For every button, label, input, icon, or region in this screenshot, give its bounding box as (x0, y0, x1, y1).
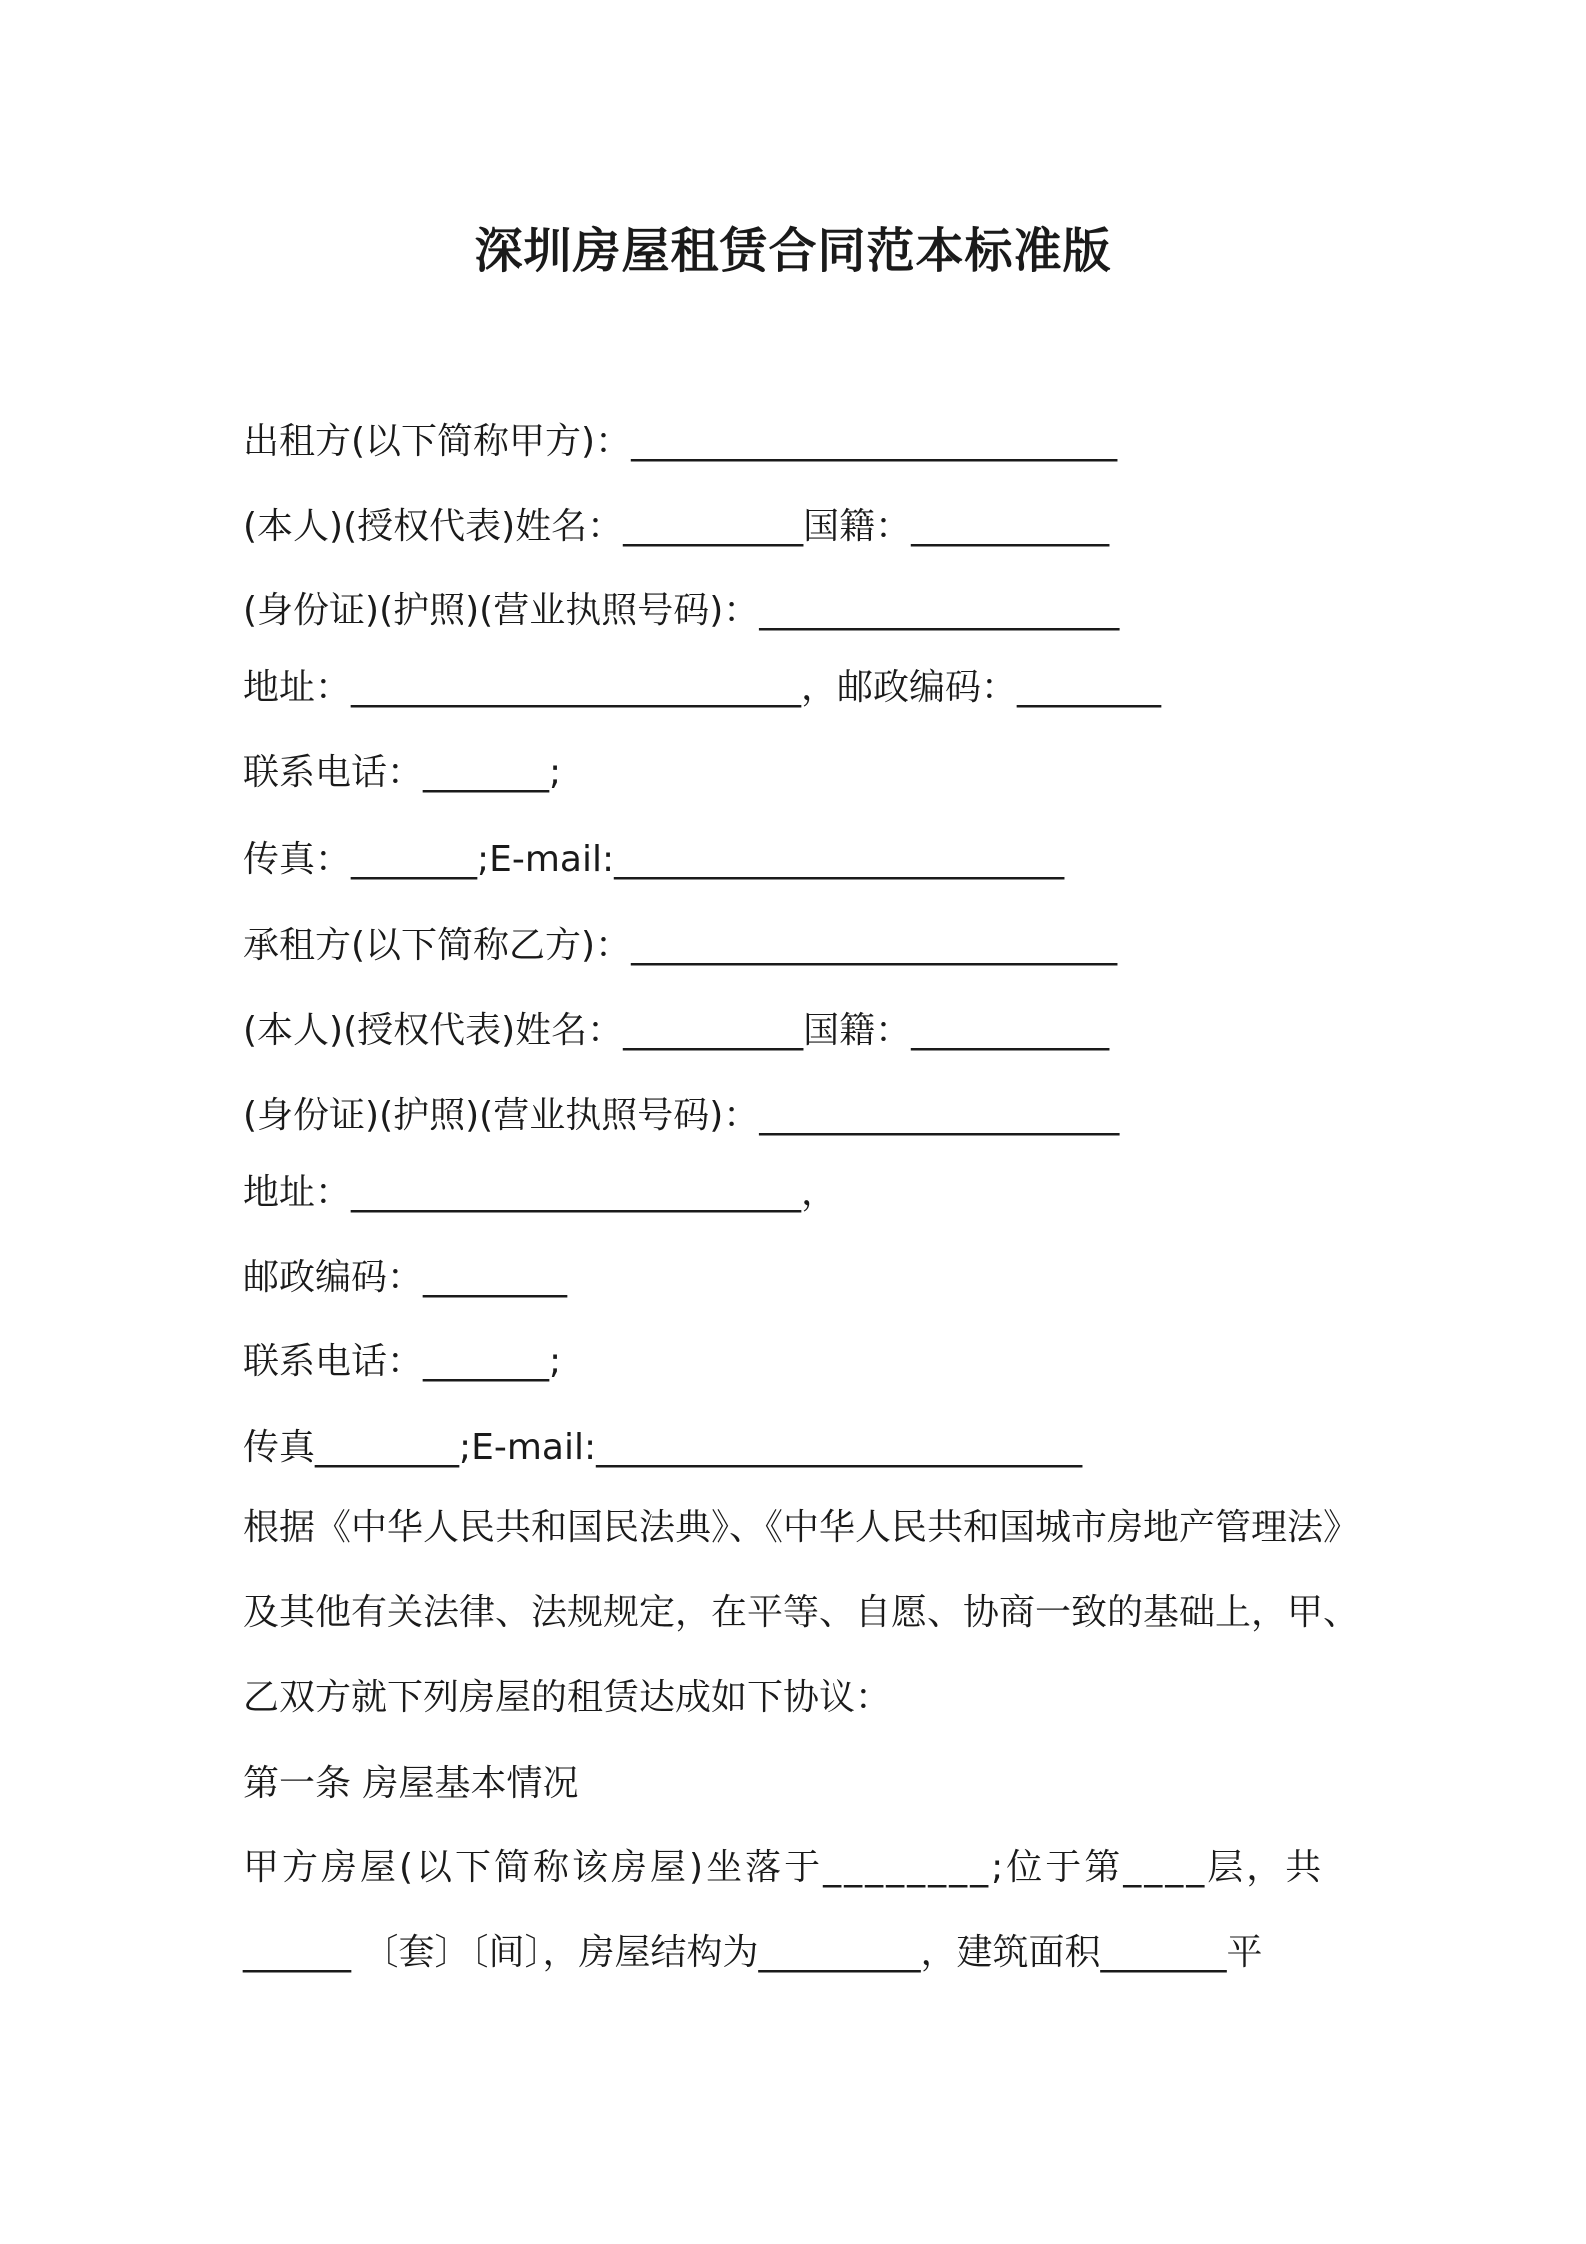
article-one-line-1: 甲方房屋(以下简称该房屋)坐落于________;位于第____层，共 (243, 1847, 1325, 1888)
lessee-name-nationality-line: (本人)(授权代表)姓名：__________国籍：___________ (243, 1010, 1110, 1051)
preamble-line-3: 乙双方就下列房屋的租赁达成如下协议： (243, 1677, 892, 1718)
lessee-postcode-line: 邮政编码：________ (243, 1257, 568, 1298)
lessor-id-line: (身份证)(护照)(营业执照号码)：____________________ (243, 590, 1120, 631)
lessee-line: 承租方(以下简称乙方)：___________________________ (243, 925, 1118, 966)
preamble-line-1: 根据《中华人民共和国民法典》、《中华人民共和国城市房地产管理法》 (243, 1507, 1360, 1548)
lessor-address-line: 地址：_________________________，邮政编码：________ (243, 667, 1162, 708)
lessor-line: 出租方(以下简称甲方)：___________________________ (243, 421, 1118, 462)
lessor-name-nationality-line: (本人)(授权代表)姓名：__________国籍：___________ (243, 506, 1110, 547)
lessee-address-line: 地址：_________________________， (243, 1172, 838, 1213)
lessee-id-line: (身份证)(护照)(营业执照号码)：____________________ (243, 1095, 1120, 1136)
article-one-line-2: ______ 〔套〕〔间〕，房屋结构为_________，建筑面积_______平 (243, 1932, 1263, 1973)
lessee-fax-email-line: 传真________;E-mail:___________________________ (243, 1427, 1083, 1468)
lessor-phone-line: 联系电话：_______; (243, 752, 562, 793)
lessor-fax-email-line: 传真：_______;E-mail:_________________________ (243, 839, 1065, 880)
preamble-line-2: 及其他有关法律、法规规定，在平等、自愿、协商一致的基础上，甲、 (243, 1592, 1360, 1633)
document-title: 深圳房屋租赁合同范本标准版 (474, 223, 1112, 279)
article-one-heading: 第一条 房屋基本情况 (243, 1763, 579, 1804)
lessee-phone-line: 联系电话：_______; (243, 1341, 562, 1382)
